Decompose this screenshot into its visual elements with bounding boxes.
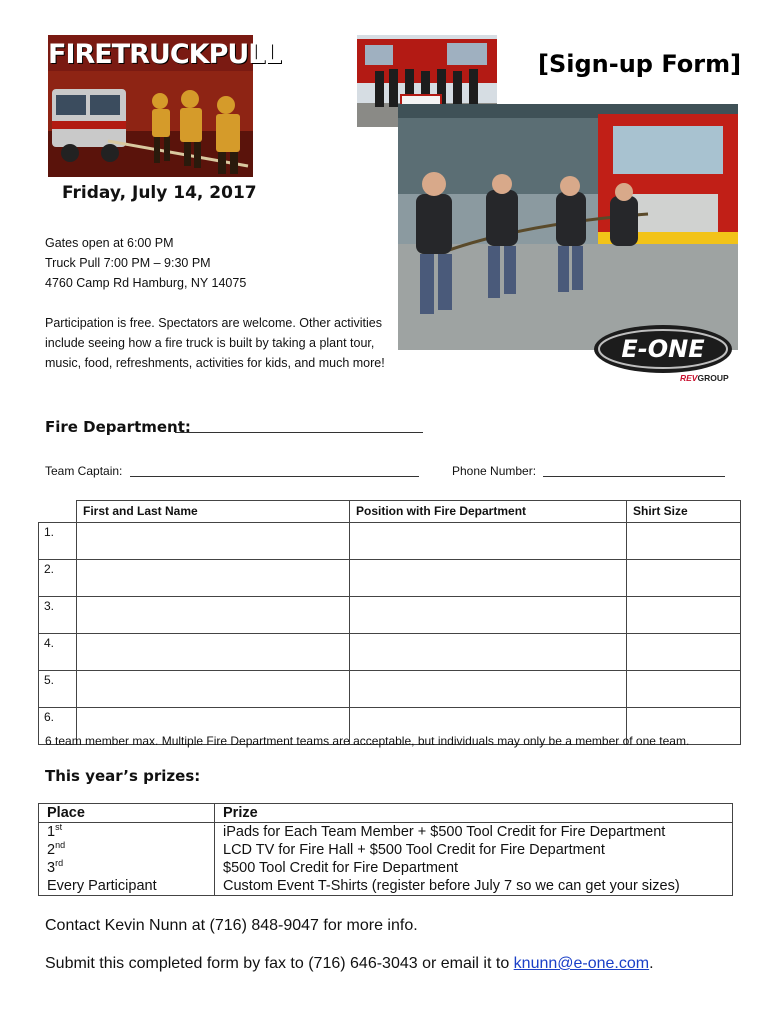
- prize-place: [39, 877, 215, 896]
- place-suffix: nd: [55, 840, 66, 851]
- truck-pull-time: Truck Pull 7:00 PM – 9:30 PM: [45, 256, 211, 270]
- team-member-table: [38, 500, 741, 745]
- header-spacer: [39, 501, 77, 523]
- event-address: 4760 Camp Rd Hamburg, NY 14075: [45, 276, 247, 290]
- team-captain-field[interactable]: [130, 476, 419, 477]
- team-captain-label: Team Captain:: [45, 464, 123, 478]
- submit-end: .: [649, 955, 654, 972]
- prize-row: [39, 877, 733, 896]
- event-date: Friday, July 14, 2017: [62, 183, 257, 203]
- position-cell[interactable]: [350, 559, 627, 596]
- gates-time: Gates open at 6:00 PM: [45, 236, 174, 250]
- place-number: 3: [47, 860, 56, 876]
- table-row: [39, 670, 741, 707]
- shirt-size-cell[interactable]: [627, 670, 741, 707]
- row-number: 5.: [39, 670, 77, 707]
- prize-row: [39, 823, 733, 842]
- phone-number-label: Phone Number:: [452, 464, 537, 478]
- name-cell[interactable]: [77, 633, 350, 670]
- name-cell[interactable]: [77, 522, 350, 559]
- col-header-place: Place: [39, 804, 215, 823]
- col-header-prize: Prize: [215, 804, 733, 823]
- table-header-row: [39, 501, 741, 523]
- place-number: 1: [47, 824, 56, 840]
- prize-place: [39, 823, 215, 842]
- prize-row: [39, 859, 733, 877]
- rev-text: REV: [680, 373, 698, 383]
- form-title: [Sign-up Form]: [538, 50, 742, 78]
- group-text: GROUP: [697, 373, 729, 383]
- submit-instructions: [45, 955, 654, 973]
- prize-description: LCD TV for Fire Hall + $500 Tool Credit for Fire Department: [215, 841, 733, 859]
- shirt-size-cell[interactable]: [627, 633, 741, 670]
- prizes-title: This year’s prizes:: [45, 767, 201, 785]
- position-cell[interactable]: [350, 522, 627, 559]
- row-number: 6.: [39, 707, 77, 744]
- eone-logo-text: E-ONE: [621, 335, 705, 363]
- prizes-header-row: [39, 804, 733, 823]
- eone-logo: [592, 323, 734, 375]
- prizes-table: [38, 803, 733, 896]
- shirt-size-cell[interactable]: [627, 522, 741, 559]
- email-link[interactable]: knunn@e-one.com: [513, 955, 650, 972]
- table-row: [39, 559, 741, 596]
- contact-info: Contact Kevin Nunn at (716) 848-9047 for more info.: [45, 917, 418, 934]
- row-number: 2.: [39, 559, 77, 596]
- prize-description: Custom Event T-Shirts (register before July 7 so we can get your sizes): [215, 877, 733, 896]
- prize-description: $500 Tool Credit for Fire Department: [215, 859, 733, 877]
- position-cell[interactable]: [350, 633, 627, 670]
- table-row: [39, 522, 741, 559]
- phone-number-field[interactable]: [543, 476, 725, 477]
- col-header-name: First and Last Name: [77, 501, 350, 523]
- row-number: 4.: [39, 633, 77, 670]
- team-size-note: 6 team member max. Multiple Fire Department teams are acceptable, but individuals may only be a member of one team.: [45, 734, 690, 748]
- fire-truck-pull-logo: [48, 35, 281, 177]
- table-row: [39, 633, 741, 670]
- col-header-shirt: Shirt Size: [627, 501, 741, 523]
- event-description: Participation is free. Spectators are welcome. Other activities include seeing how a fire truck is built by taking a plant tour, music, food, refreshments, activities for kids, and much more!: [45, 316, 385, 370]
- submit-text: Submit this completed form by fax to (716) 646-3043 or email it to: [45, 955, 514, 972]
- name-cell[interactable]: [77, 596, 350, 633]
- name-cell[interactable]: [77, 670, 350, 707]
- prize-row: [39, 841, 733, 859]
- position-cell[interactable]: [350, 596, 627, 633]
- shirt-size-cell[interactable]: [627, 559, 741, 596]
- shirt-size-cell[interactable]: [627, 596, 741, 633]
- logo-title: FIRETRUCKPULL: [48, 39, 281, 70]
- table-row: [39, 596, 741, 633]
- place-suffix: rd: [55, 858, 64, 869]
- row-number: 1.: [39, 522, 77, 559]
- prize-description: iPads for Each Team Member + $500 Tool Credit for Fire Department: [215, 823, 733, 842]
- fire-department-label: Fire Department:: [45, 418, 191, 436]
- prize-place: [39, 859, 215, 877]
- place-suffix: st: [55, 822, 63, 833]
- fire-department-field[interactable]: [175, 432, 423, 433]
- col-header-position: Position with Fire Department: [350, 501, 627, 523]
- row-number: 3.: [39, 596, 77, 633]
- rev-group-logo: [680, 373, 729, 383]
- place-number: 2: [47, 842, 56, 858]
- position-cell[interactable]: [350, 670, 627, 707]
- firefighters-illustration: [48, 71, 253, 177]
- place-number: Every Participant: [47, 878, 157, 894]
- name-cell[interactable]: [77, 559, 350, 596]
- prize-place: [39, 841, 215, 859]
- tug-of-war-photo: [398, 104, 738, 350]
